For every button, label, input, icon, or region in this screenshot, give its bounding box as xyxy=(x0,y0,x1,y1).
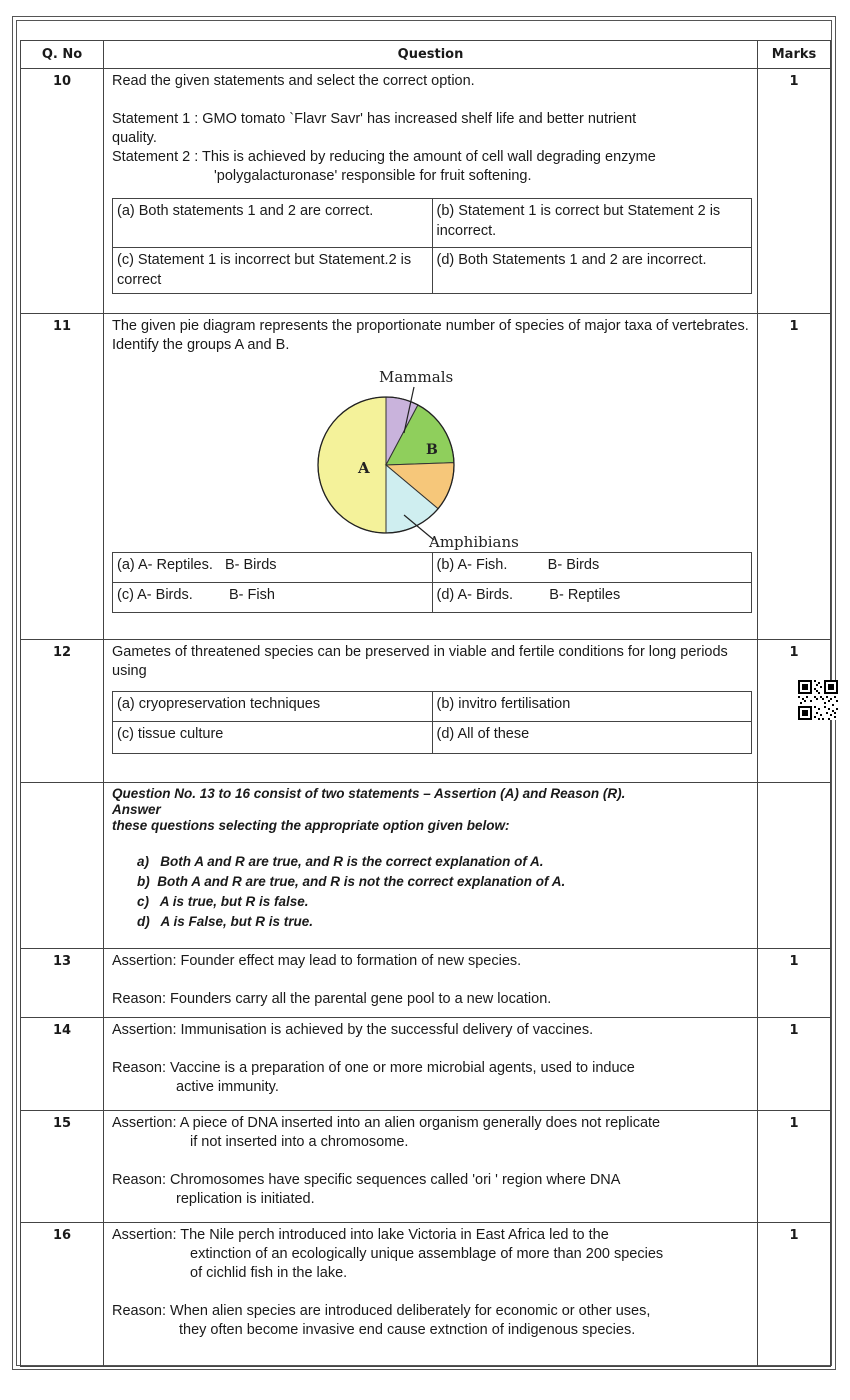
statement-1-line1: Statement 1 : GMO tomato `Flavr Savr' has increased shelf life and better nutrient xyxy=(112,111,637,127)
assertion-line2: if not inserted into a chromosome. xyxy=(190,1134,409,1150)
question-number: 16 xyxy=(21,1223,104,1367)
reason-line2: active immunity. xyxy=(176,1079,279,1095)
question-row-14 xyxy=(21,1018,831,1111)
marks-value: 1 xyxy=(758,1223,831,1367)
statement-2-line2: 'polygalacturonase' responsible for fruit softening. xyxy=(214,168,532,184)
pie-diagram xyxy=(316,365,531,550)
option-b: (b) invitro fertilisation xyxy=(432,692,752,722)
header-question: Question xyxy=(104,41,758,69)
empty-qno-cell xyxy=(21,783,104,949)
question-text: The given pie diagram represents the proportionate number of species of major taxa of vertebrates. Identify the groups A and B. xyxy=(112,318,749,353)
question-row-13 xyxy=(21,949,831,1018)
options-table xyxy=(112,691,752,754)
assertion-line1: Assertion: A piece of DNA inserted into an alien organism generally does not replicate xyxy=(112,1115,661,1131)
reason-line2: replication is initiated. xyxy=(176,1191,315,1207)
marks-text: 1 xyxy=(789,645,799,660)
question-number: 13 xyxy=(21,949,104,1018)
question-row-12 xyxy=(21,640,831,783)
assertion-line1: Assertion: The Nile perch introduced into lake Victoria in East Africa led to the xyxy=(112,1227,609,1243)
option-d: (d) All of these xyxy=(432,722,752,754)
question-body xyxy=(104,1018,758,1111)
option-b: (b) A- Fish. B- Birds xyxy=(432,553,752,583)
marks-value: 1 xyxy=(758,1111,831,1223)
marks-value: 1 xyxy=(758,949,831,1018)
group-b-label: B xyxy=(426,442,438,458)
instructions-line3: these questions selecting the appropriate option given below: xyxy=(112,818,510,833)
options-table xyxy=(112,198,752,294)
list-item: d) A is False, but R is true. xyxy=(137,914,314,929)
assertion-line3: of cichlid fish in the lake. xyxy=(190,1265,348,1281)
question-number: 10 xyxy=(21,69,104,314)
instructions-body xyxy=(104,783,758,949)
question-row-15 xyxy=(21,1111,831,1223)
option-a: (a) A- Reptiles. B- Birds xyxy=(113,553,433,583)
assertion-line2: extinction of an ecologically unique assemblage of more than 200 species xyxy=(190,1246,664,1262)
question-number: 11 xyxy=(21,314,104,640)
question-text: Gametes of threatened species can be preserved in viable and fertile conditions for long periods using xyxy=(112,644,728,679)
option-c: (c) Statement 1 is incorrect but Statement.2 is correct xyxy=(113,248,433,294)
header-marks: Marks xyxy=(758,41,831,69)
question-row-16 xyxy=(21,1223,831,1367)
assertion-text: Assertion: Immunisation is achieved by the successful delivery of vaccines. xyxy=(112,1022,594,1038)
options-table xyxy=(112,552,752,613)
instructions-line2: Answer xyxy=(112,802,161,817)
reason-line1: Reason: Vaccine is a preparation of one or more microbial agents, used to induce xyxy=(112,1060,635,1076)
empty-marks-cell xyxy=(758,783,831,949)
pie-slice-a xyxy=(318,397,386,533)
statement-1-line2: quality. xyxy=(112,130,157,146)
option-a: (a) Both statements 1 and 2 are correct. xyxy=(113,199,433,248)
option-b: (b) Statement 1 is correct but Statement 2 is incorrect. xyxy=(432,199,752,248)
list-item: a) Both A and R are true, and R is the correct explanation of A. xyxy=(137,854,544,869)
marks-value: 1 xyxy=(758,314,831,640)
option-d: (d) Both Statements 1 and 2 are incorrect. xyxy=(432,248,752,294)
option-a: (a) cryopreservation techniques xyxy=(113,692,433,722)
question-body xyxy=(104,949,758,1018)
question-body xyxy=(104,314,758,640)
question-table xyxy=(20,40,831,1367)
group-a-label: A xyxy=(358,459,370,477)
question-intro: Read the given statements and select the correct option. xyxy=(112,73,475,89)
question-body xyxy=(104,1223,758,1367)
reason-line1: Reason: Chromosomes have specific sequences called 'ori ' region where DNA xyxy=(112,1172,621,1188)
option-c: (c) A- Birds. B- Fish xyxy=(113,583,433,613)
assertion-text: Assertion: Founder effect may lead to formation of new species. xyxy=(112,953,522,969)
list-item: c) A is true, but R is false. xyxy=(137,894,309,909)
question-row-10 xyxy=(21,69,831,314)
instructions-list xyxy=(112,852,749,932)
mammals-label: Mammals xyxy=(379,368,454,386)
statement-2-line1: Statement 2 : This is achieved by reducing the amount of cell wall degrading enzyme xyxy=(112,149,656,165)
instructions-row xyxy=(21,783,831,949)
question-body xyxy=(104,640,758,783)
header-qno: Q. No xyxy=(21,41,104,69)
question-body xyxy=(104,69,758,314)
question-body xyxy=(104,1111,758,1223)
instructions-line1: Question No. 13 to 16 consist of two statements – Assertion (A) and Reason (R). xyxy=(112,786,626,801)
amphibians-label: Amphibians xyxy=(429,533,519,550)
qr-code-icon xyxy=(798,680,838,720)
reason-line2: they often become invasive end cause extnction of indigenous species. xyxy=(179,1322,636,1338)
question-number: 14 xyxy=(21,1018,104,1111)
pie-diagram-svg xyxy=(316,365,531,550)
question-row-11 xyxy=(21,314,831,640)
list-item: b) Both A and R are true, and R is not the correct explanation of A. xyxy=(137,874,566,889)
question-number: 15 xyxy=(21,1111,104,1223)
reason-line1: Reason: When alien species are introduced deliberately for economic or other uses, xyxy=(112,1303,651,1319)
question-number: 12 xyxy=(21,640,104,783)
marks-value: 1 xyxy=(758,1018,831,1111)
reason-text: Reason: Founders carry all the parental gene pool to a new location. xyxy=(112,991,552,1007)
table-header-row xyxy=(21,41,831,69)
option-c: (c) tissue culture xyxy=(113,722,433,754)
option-d: (d) A- Birds. B- Reptiles xyxy=(432,583,752,613)
marks-value: 1 xyxy=(758,69,831,314)
